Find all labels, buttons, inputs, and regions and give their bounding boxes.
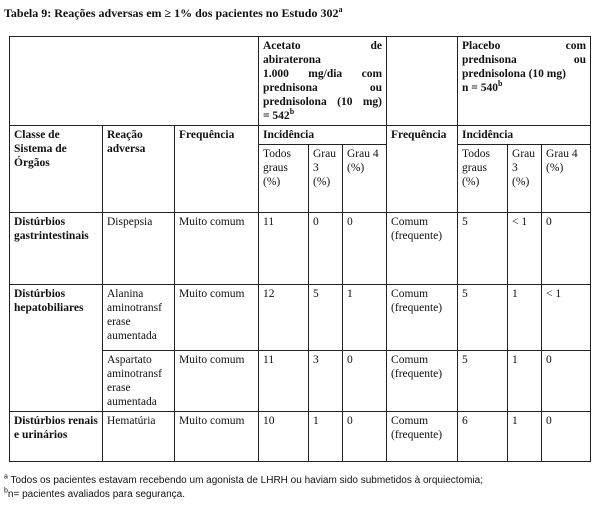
grade4-a-cell: 0 <box>343 213 387 285</box>
organ-cell: Distúrbios gastrintestinais <box>10 213 103 285</box>
abiraterone-line-1: Acetato de <box>263 40 383 52</box>
reaction-cell: Dispepsia <box>103 213 175 285</box>
grade3-a-cell: 1 <box>309 412 343 462</box>
frequency-header-a: Frequência <box>175 126 259 213</box>
frequency-a-cell: Muito comum <box>175 351 259 412</box>
incidence-header-a: Incidência <box>259 126 387 145</box>
placebo-group-header <box>458 37 591 126</box>
empty-frequency-header-cell <box>387 37 458 126</box>
table-row <box>10 412 591 462</box>
table-title-sup: a <box>338 5 343 14</box>
abiraterone-line-6: = 542 <box>263 110 290 122</box>
all-grades-a-cell: 11 <box>259 213 309 285</box>
footnote-b-text: n= pacientes avaliados para segurança. <box>7 489 185 500</box>
reaction-cell: Alanina aminotransf erase aumentada <box>103 285 175 351</box>
grade3-a-cell: 5 <box>309 285 343 351</box>
abiraterone-sup: b <box>289 107 295 117</box>
footnote-b <box>4 488 483 502</box>
all-grades-header-a: Todos graus (%) <box>259 145 309 213</box>
abiraterone-group-header <box>259 37 387 126</box>
frequency-a-cell: Muito comum <box>175 213 259 285</box>
reaction-cell: Aspartato aminotransf erase aumentada <box>103 351 175 412</box>
grade4-p-cell: 0 <box>542 412 591 462</box>
footnotes <box>4 474 483 502</box>
grade4-p-cell: < 1 <box>542 285 591 351</box>
all-grades-p-cell: 5 <box>458 285 508 351</box>
footnote-b-mark: b <box>4 487 8 495</box>
frequency-p-cell: Comum (frequente) <box>387 351 458 412</box>
reaction-cell: Hematúria <box>103 412 175 462</box>
grade3-header-a: Grau 3 (%) <box>309 145 343 213</box>
frequency-p-cell: Comum (frequente) <box>387 213 458 285</box>
frequency-header-p: Frequência <box>387 126 458 213</box>
frequency-p-cell: Comum (frequente) <box>387 412 458 462</box>
incidence-header-p: Incidência <box>458 126 591 145</box>
organ-cell: Distúrbios renais e urinários <box>10 412 103 462</box>
abiraterone-line-4: prednisona ou <box>263 82 383 94</box>
grade3-p-cell: 1 <box>508 285 542 351</box>
organ-class-header: Classe de Sistema de Órgãos <box>10 126 103 213</box>
footnote-a <box>4 474 483 488</box>
abiraterone-line-5: prednisolona (10 mg) <box>263 96 383 108</box>
grade4-a-cell: 1 <box>343 285 387 351</box>
footnote-a-text: Todos os pacientes estavam recebendo um agonista de LHRH ou haviam sido submetidos à orquiectomia; <box>10 475 484 486</box>
all-grades-header-p: Todos graus (%) <box>458 145 508 213</box>
footnote-a-mark: a <box>4 473 8 481</box>
frequency-a-cell: Muito comum <box>175 412 259 462</box>
all-grades-a-cell: 10 <box>259 412 309 462</box>
table-row <box>10 213 591 285</box>
grade3-p-cell: 1 <box>508 412 542 462</box>
placebo-line-2: prednisona ou <box>462 54 587 66</box>
grade4-header-a: Grau 4 (%) <box>343 145 387 213</box>
grade4-a-cell: 0 <box>343 412 387 462</box>
all-grades-p-cell: 5 <box>458 351 508 412</box>
adverse-reactions-table <box>9 36 591 462</box>
all-grades-p-cell: 6 <box>458 412 508 462</box>
frequency-p-cell: Comum (frequente) <box>387 285 458 351</box>
reaction-header: Reação adversa <box>103 126 175 213</box>
all-grades-p-cell: 5 <box>458 213 508 285</box>
placebo-line-4: n = 540 <box>462 82 498 94</box>
abiraterone-line-3: 1.000 mg/dia com <box>263 68 383 80</box>
column-header-row <box>10 126 591 145</box>
all-grades-a-cell: 11 <box>259 351 309 412</box>
group-header-row <box>10 37 591 126</box>
grade4-a-cell: 0 <box>343 351 387 412</box>
grade4-p-cell: 0 <box>542 351 591 412</box>
grade4-p-cell: 0 <box>542 213 591 285</box>
placebo-line-1: Placebo com <box>462 40 587 52</box>
empty-corner-cell <box>10 37 259 126</box>
placebo-sup: b <box>497 79 503 89</box>
grade3-header-p: Grau 3 (%) <box>508 145 542 213</box>
grade3-p-cell: 1 <box>508 351 542 412</box>
grade3-p-cell: < 1 <box>508 213 542 285</box>
table-title-text: Tabela 9: Reações adversas em ≥ 1% dos pacientes no Estudo 302 <box>4 6 339 20</box>
grade4-header-p: Grau 4 (%) <box>542 145 591 213</box>
placebo-line-3: prednisolona (10 mg) <box>462 68 566 80</box>
frequency-a-cell: Muito comum <box>175 285 259 351</box>
organ-cell: Distúrbios hepatobiliares <box>10 285 103 412</box>
table-title <box>4 6 342 21</box>
abiraterone-line-2: abiraterona <box>263 54 321 66</box>
grade3-a-cell: 3 <box>309 351 343 412</box>
all-grades-a-cell: 12 <box>259 285 309 351</box>
grade3-a-cell: 0 <box>309 213 343 285</box>
table-row <box>10 285 591 351</box>
